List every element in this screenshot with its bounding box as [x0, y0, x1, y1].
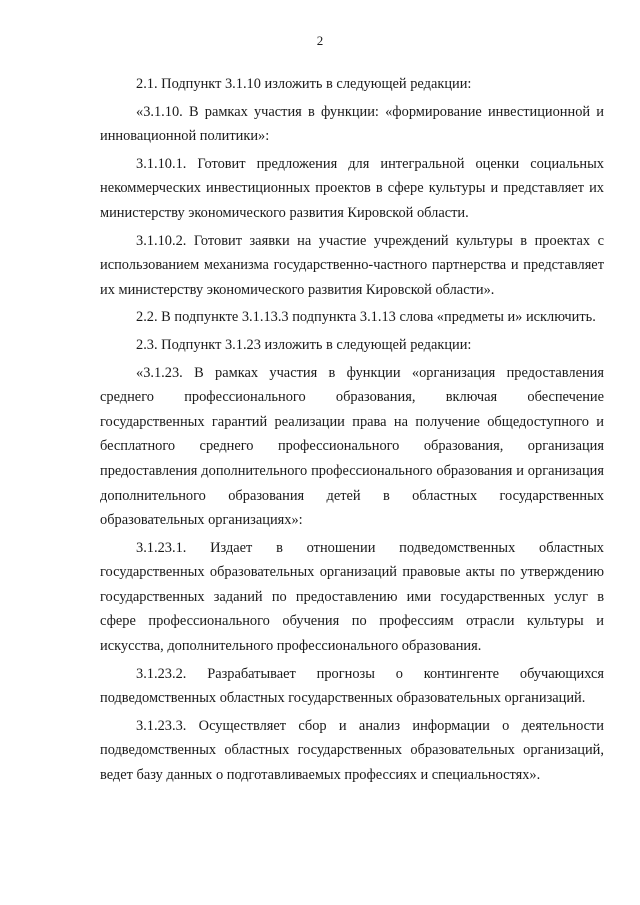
paragraph-3-1-10: «3.1.10. В рамках участия в функции: «формирование инвестиционной и инновационной политики»:: [100, 103, 604, 145]
paragraph-3-1-23-1: 3.1.23.1. Издает в отношении подведомственных областных государственных образовательных организаций правовые акты по утверждению государственных заданий по предоставлению ими государственных услуг в сфере профессионального обучения по профессиям отрасли культуры и искусства, дополнительного профессионального образования.: [100, 539, 604, 655]
paragraph-3-1-10-1: 3.1.10.1. Готовит предложения для интегральной оценки социальных некоммерческих инвестиционных проектов в сфере культуры и представляет их министерству экономического развития Кировской области.: [100, 155, 604, 221]
paragraph-3-1-23: «3.1.23. В рамках участия в функции «организация предоставления среднего профессионального образования, включая обеспечение государственных гарантий реализации права на получение общедоступного и бесплатного среднего профессионального образования, организация предоставления дополнительного профессионального образования и организация дополнительного образования детей в областных государственных образовательных организациях»:: [100, 364, 604, 529]
paragraph-3-1-10-2: 3.1.10.2. Готовит заявки на участие учреждений культуры в проектах с использованием механизма государственно-частного партнерства и представляет их министерству экономического развития Кировской области».: [100, 232, 604, 298]
page-number: 2: [316, 33, 324, 48]
paragraph-3-1-23-3: 3.1.23.3. Осуществляет сбор и анализ информации о деятельности подведомственных областных государственных образовательных организаций, ведет базу данных о подготавливаемых профессиях и специальностях».: [100, 717, 604, 784]
document-body: [100, 72, 604, 791]
paragraph-3-1-23-2: 3.1.23.2. Разрабатывает прогнозы о контингенте обучающихся подведомственных областных государственных образовательных организаций.: [100, 665, 604, 707]
paragraph-2-2: 2.2. В подпункте 3.1.13.3 подпункта 3.1.13 слова «предметы и» исключить.: [136, 309, 596, 326]
paragraph-2-3: 2.3. Подпункт 3.1.23 изложить в следующей редакции:: [136, 336, 472, 353]
paragraph-2-1: 2.1. Подпункт 3.1.10 изложить в следующей редакции:: [136, 76, 472, 92]
